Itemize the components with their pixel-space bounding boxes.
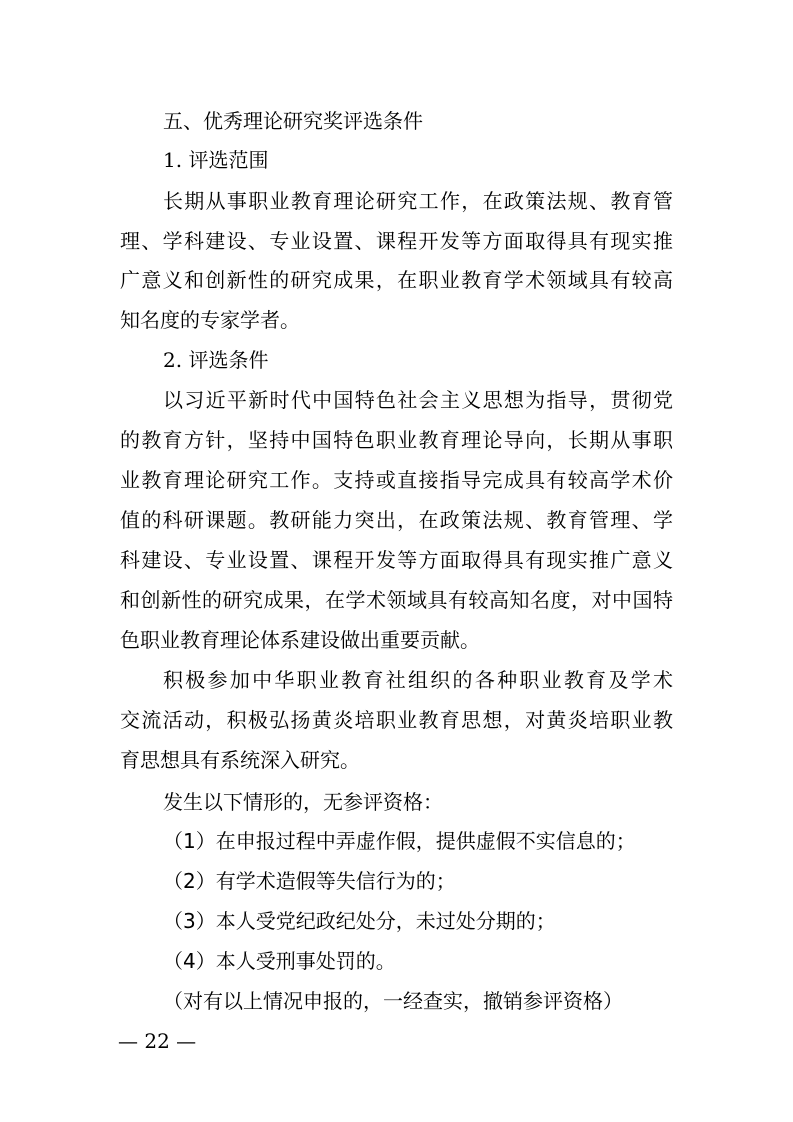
disqualification-intro-line xyxy=(0,782,793,822)
revocation-note-line xyxy=(0,981,793,1021)
disqualification-item-text: （1）在申报过程中弄虚作假，提供虚假不实信息的； xyxy=(163,829,636,853)
scope-paragraph-line xyxy=(0,300,793,340)
participation-paragraph-line xyxy=(0,740,793,780)
disqualification-item xyxy=(0,901,793,941)
conditions-paragraph-text: 的教育方针，坚持中国特色职业教育理论导向，长期从事职 xyxy=(120,428,673,452)
disqualification-intro: 发生以下情形的，无参评资格： xyxy=(163,790,443,814)
conditions-heading: 2. 评选条件 xyxy=(163,348,269,372)
disqualification-item xyxy=(0,861,793,901)
conditions-paragraph-text: 业教育理论研究工作。支持或直接指导完成具有较高学术价 xyxy=(120,468,673,492)
scope-paragraph-text: 广意义和创新性的研究成果，在职业教育学术领域具有较高 xyxy=(120,268,673,292)
conditions-paragraph-line xyxy=(0,620,793,660)
participation-paragraph-line xyxy=(0,660,793,700)
participation-paragraph-text: 育思想具有系统深入研究。 xyxy=(120,748,360,772)
conditions-paragraph-line xyxy=(0,540,793,580)
scope-paragraph-text: 理、学科建设、专业设置、课程开发等方面取得具有现实推 xyxy=(120,229,673,253)
disqualification-item xyxy=(0,821,793,861)
conditions-paragraph-text: 和创新性的研究成果，在学术领域具有较高知名度，对中国特 xyxy=(120,588,673,612)
disqualification-item-text: （2）有学术造假等失信行为的； xyxy=(163,869,456,893)
conditions-heading-line xyxy=(0,340,793,380)
conditions-paragraph-line xyxy=(0,580,793,620)
disqualification-item-text: （3）本人受党纪政纪处分，未过处分期的； xyxy=(163,909,556,933)
conditions-paragraph-line xyxy=(0,500,793,540)
conditions-paragraph-text: 以习近平新时代中国特色社会主义思想为指导，贯彻党 xyxy=(163,388,673,412)
section-heading-line xyxy=(0,101,793,141)
scope-heading-line xyxy=(0,140,793,180)
conditions-paragraph-line xyxy=(0,460,793,500)
conditions-paragraph-line xyxy=(0,380,793,420)
scope-paragraph-text: 长期从事职业教育理论研究工作，在政策法规、教育管 xyxy=(163,189,673,213)
participation-paragraph-text: 积极参加中华职业教育社组织的各种职业教育及学术 xyxy=(163,668,673,692)
conditions-paragraph-line xyxy=(0,420,793,460)
scope-paragraph-text: 知名度的专家学者。 xyxy=(120,308,300,332)
scope-paragraph-line xyxy=(0,181,793,221)
conditions-paragraph-text: 科建设、专业设置、课程开发等方面取得具有现实推广意义 xyxy=(120,548,673,572)
disqualification-item xyxy=(0,941,793,981)
page-number-line xyxy=(0,1021,793,1061)
participation-paragraph-line xyxy=(0,700,793,740)
disqualification-item-text: （4）本人受刑事处罚的。 xyxy=(163,949,396,973)
scope-paragraph-line xyxy=(0,260,793,300)
conditions-paragraph-text: 值的科研课题。教研能力突出，在政策法规、教育管理、学 xyxy=(120,508,673,532)
participation-paragraph-text: 交流活动，积极弘扬黄炎培职业教育思想，对黄炎培职业教 xyxy=(120,708,673,732)
section-heading: 五、优秀理论研究奖评选条件 xyxy=(163,109,423,133)
conditions-paragraph-text: 色职业教育理论体系建设做出重要贡献。 xyxy=(120,628,480,652)
scope-heading: 1. 评选范围 xyxy=(163,148,269,172)
page-number: — 22 — xyxy=(118,1029,197,1053)
scope-paragraph-line xyxy=(0,221,793,261)
revocation-note: （对有以上情况申报的，一经查实，撤销参评资格） xyxy=(163,989,623,1013)
